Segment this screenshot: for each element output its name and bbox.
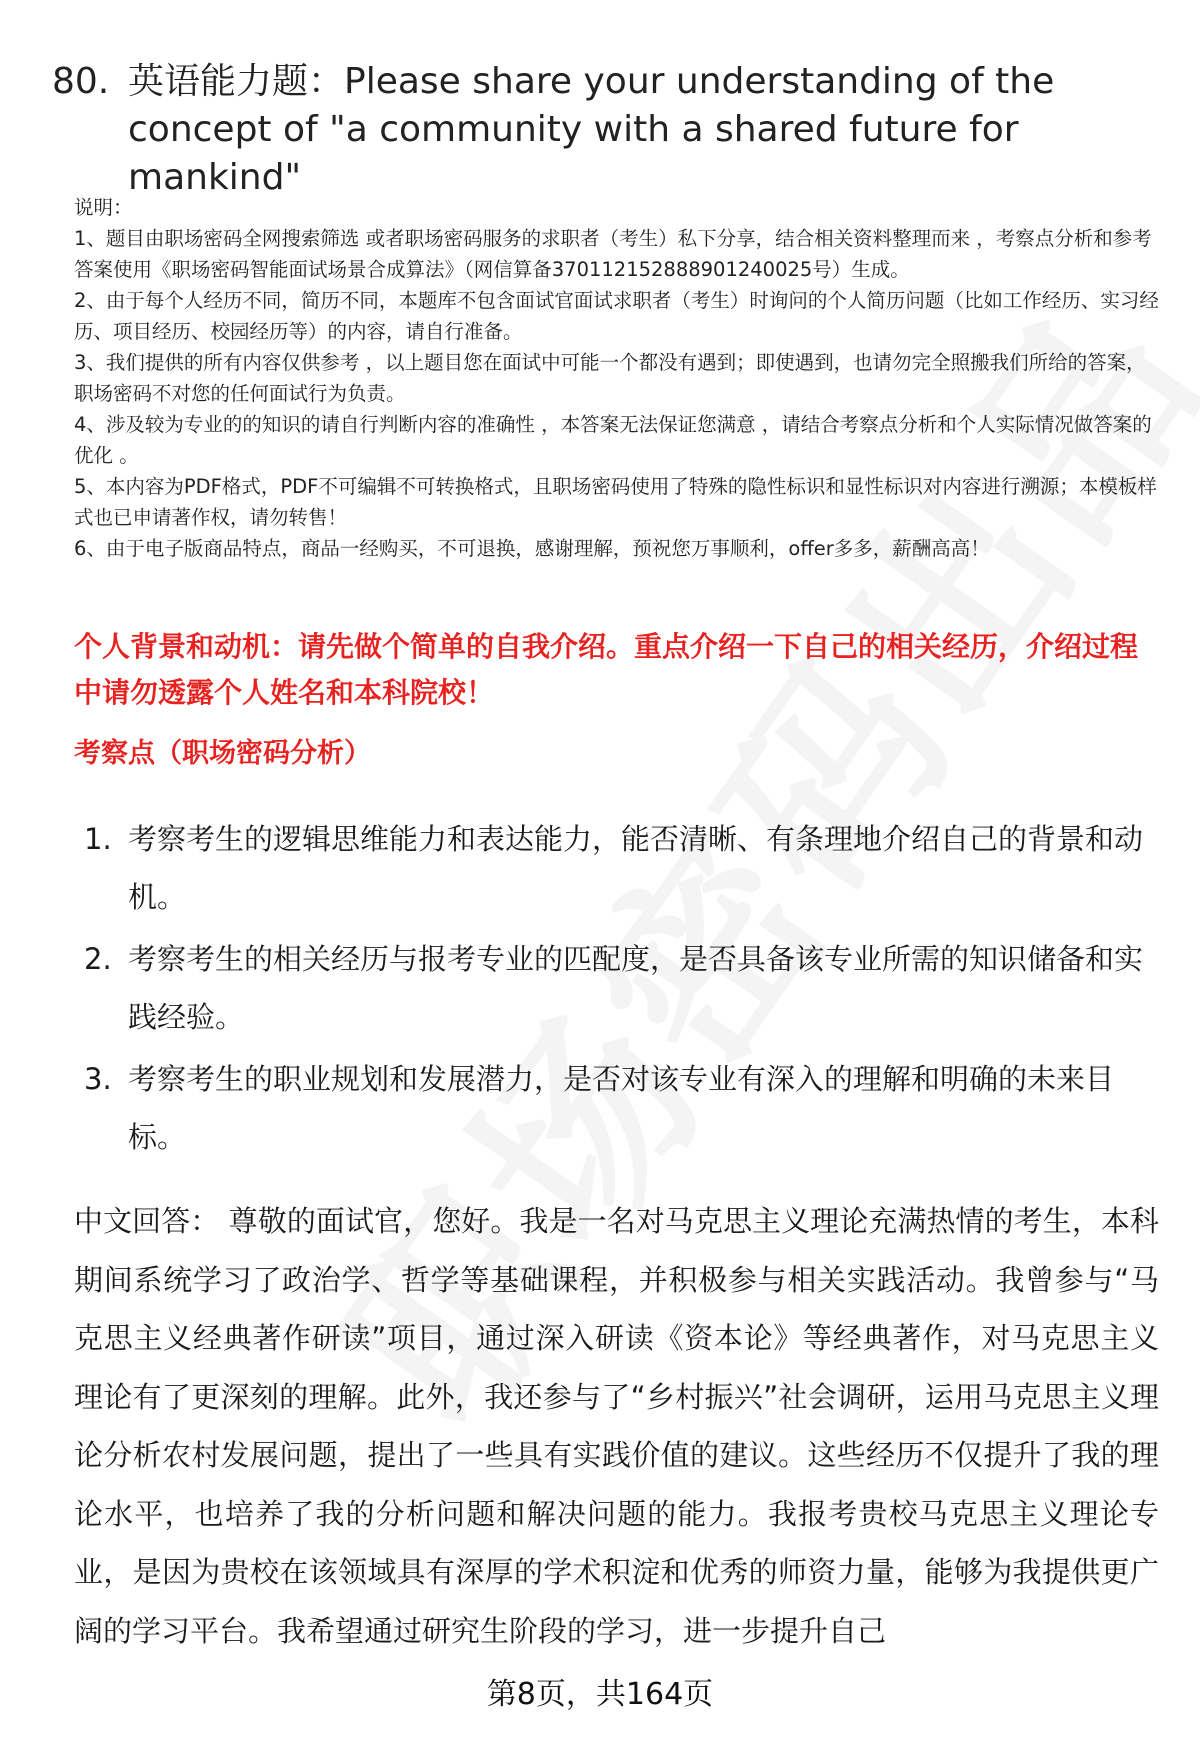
- analysis-points: [84, 810, 1154, 1170]
- point-number: 1.: [84, 822, 112, 856]
- notes-item: 5、本内容为PDF格式，PDF不可编辑不可转换格式，且职场密码使用了特殊的隐性标识和显性标识对内容进行溯源；本模板样式也已申请著作权，请勿转售！: [74, 475, 1157, 529]
- notes-item: 1、题目由职场密码全网搜索筛选 或者职场密码服务的求职者（考生）私下分享，结合相关资料整理而来 ，考察点分析和参考答案使用《职场密码智能面试场景合成算法》（网信算备370112152888901240025号）生成。: [74, 227, 1152, 281]
- notes-item: 6、由于电子版商品特点，商品一经购买，不可退换，感谢理解，预祝您万事顺利，offer多多，薪酬高高！: [74, 537, 990, 560]
- notes-item: 4、涉及较为专业的的知识的请自行判断内容的准确性 ，本答案无法保证您满意 ，请结合考察点分析和个人实际情况做答案的优化 。: [74, 413, 1152, 467]
- question-number: 80.: [52, 61, 110, 102]
- point-text: 考察考生的职业规划和发展潜力，是否对该专业有深入的理解和明确的未来目标。: [128, 1062, 1115, 1154]
- notes-item: 3、我们提供的所有内容仅供参考 ，以上题目您在面试中可能一个都没有遇到；即使遇到，也请勿完全照搬我们所给的答案，职场密码不对您的任何面试行为负责。: [74, 351, 1146, 405]
- analysis-point: [84, 1050, 1154, 1166]
- notes-item: 2、由于每个人经历不同，简历不同，本题库不包含面试官面试求职者（考生）时询问的个人简历问题（比如工作经历、实习经历、项目经历、校园经历等）的内容，请自行准备。: [74, 289, 1159, 343]
- analysis-point: [84, 930, 1154, 1046]
- point-text: 考察考生的逻辑思维能力和表达能力，能否清晰、有条理地介绍自己的背景和动机。: [128, 822, 1144, 914]
- analysis-heading: 考察点（职场密码分析）: [74, 738, 371, 769]
- page-footer: 第8页，共164页: [486, 1677, 714, 1712]
- point-number: 3.: [84, 1062, 112, 1096]
- answer-text: 中文回答： 尊敬的面试官，您好。我是一名对马克思主义理论充满热情的考生，本科期间系统学习了政治学、哲学等基础课程，并积极参与相关实践活动。我曾参与“马克思主义经典著作研读”项目，通过深入研读《资本论》等经典著作，对马克思主义理论有了更深刻的理解。此外，我还参与了“乡村振兴”社会调研，运用马克思主义理论分析农村发展问题，提出了一些具有实践价值的建议。这些经历不仅提升了我的理论水平，也培养了我的分析问题和解决问题的能力。我报考贵校马克思主义理论专业，是因为贵校在该领域具有深厚的学术积淀和优秀的师资力量，能够为我提供更广阔的学习平台。我希望通过研究生阶段的学习，进一步提升自己: [74, 1204, 1159, 1648]
- analysis-point: [84, 810, 1154, 926]
- notes-heading: 说明：: [74, 196, 133, 219]
- question-title: [52, 58, 1152, 202]
- section-heading: 个人背景和动机：请先做个简单的自我介绍。重点介绍一下自己的相关经历，介绍过程中请勿透露个人姓名和本科院校！: [74, 630, 1139, 709]
- point-text: 考察考生的相关经历与报考专业的匹配度，是否具备该专业所需的知识储备和实践经验。: [128, 942, 1144, 1034]
- notes-block: [74, 192, 1164, 564]
- question-text: 英语能力题：Please share your understanding of the concept of "a community with a shared future for mankind": [128, 61, 1055, 198]
- point-number: 2.: [84, 942, 112, 976]
